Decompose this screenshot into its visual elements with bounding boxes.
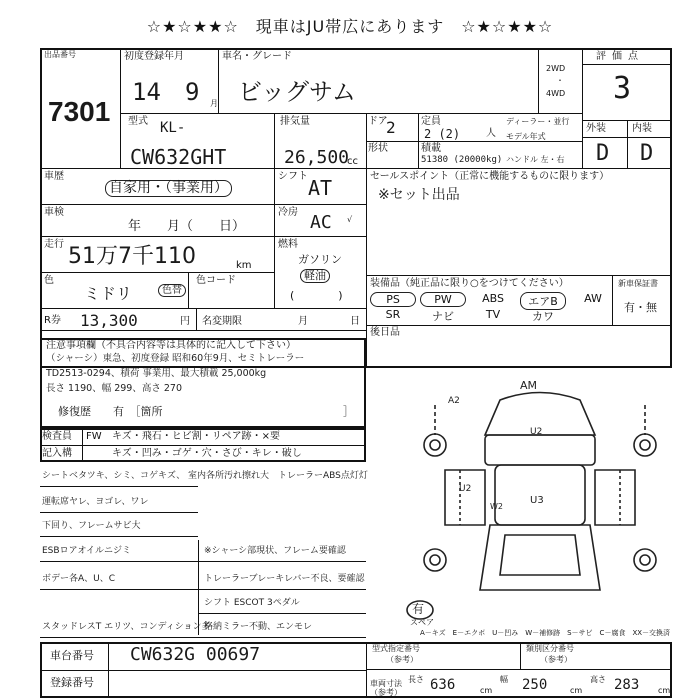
label-payload: 積載 xyxy=(421,143,441,154)
equipment-item: AW xyxy=(584,292,602,305)
label-inspector: 検査員 xyxy=(42,431,72,442)
label-chassis: 車台番号 xyxy=(50,649,94,662)
exterior-grade: D xyxy=(596,141,610,166)
damage-note: トレーラーブレーキレバー不良、要確認 xyxy=(204,574,365,584)
label-fuel: 燃料 xyxy=(278,239,298,250)
equipment-item: エアB xyxy=(520,292,566,310)
label-model-year: モデル年式 xyxy=(506,132,546,141)
damage-note: ESBロアオイルニジミ xyxy=(42,546,132,556)
label-form: 形状 xyxy=(368,143,388,154)
chassis-value: CW632G 00697 xyxy=(130,644,261,665)
damage-note: 運転席ヤレ、ヨゴレ、ワレ xyxy=(42,497,149,507)
lot-number: 7301 xyxy=(48,96,111,127)
label-name-change: 名変期限 xyxy=(202,316,242,327)
label-rtax: R券 xyxy=(44,315,61,326)
label-color: 色 xyxy=(44,275,54,286)
label-handle: ハンドル 左・右 xyxy=(506,155,565,164)
damage-note: ボデー各A、U、C xyxy=(42,574,116,584)
length-value: 636 xyxy=(430,677,456,693)
label-rear-seat: 後日品 xyxy=(370,327,400,338)
label-sales-point: セールスポイント（正常に機能するものに限ります） xyxy=(370,171,610,182)
label-spare: スペア xyxy=(410,618,434,627)
label-model: 型式 xyxy=(128,116,148,127)
equipment-item: ABS xyxy=(482,292,504,305)
label-inspection: 車検 xyxy=(44,207,64,218)
capacity-value: 2 (2) xyxy=(424,127,461,141)
mark-w2: W2 xyxy=(490,502,503,511)
mark-u2-front: U2 xyxy=(530,427,543,437)
shift-value: AT xyxy=(308,176,333,200)
equipment-item: PW xyxy=(420,292,466,307)
damage-note: シフト ESCOT 3ペダル xyxy=(204,598,300,608)
equipment-item: カワ xyxy=(532,310,554,323)
interior-grade: D xyxy=(640,141,654,166)
label-mileage: 走行 xyxy=(44,239,64,250)
first-reg-month: 9 xyxy=(185,78,200,106)
repaint-label: 色替 xyxy=(158,284,186,297)
height-value: 283 xyxy=(614,677,640,693)
usage-value: 自家用・（事業用） xyxy=(105,180,232,197)
mark-u2-left: U2 xyxy=(459,484,472,494)
label-recorder: 記入構 xyxy=(42,448,72,459)
payload-value: 51380 (20000kg) xyxy=(421,155,503,165)
damage-note: シートベタツキ、シミ、コゲキズ、 室内各所汚れ擦れ大 トレーラーABS点灯灯 xyxy=(42,471,368,481)
label-notes: 注意事項欄（不具合内容等は具体的に記入して下さい） xyxy=(46,340,296,351)
mark-u3: U3 xyxy=(530,495,544,506)
equipment-item: PS xyxy=(370,292,416,307)
label-reg-no: 登録番号 xyxy=(50,676,94,689)
ac-value: AC xyxy=(310,212,332,233)
diesel-value: 軽油 xyxy=(300,269,330,283)
label-capacity: 定員 xyxy=(421,116,441,127)
equipment-item: SR xyxy=(385,308,401,321)
damage-note: 格納ミラー不動、エンモレ xyxy=(204,622,313,632)
label-displacement: 排気量 xyxy=(280,116,310,127)
label-name-grade: 車名・グレード xyxy=(222,51,292,62)
notes-line-1: （シャーシ）東急、初度登録 昭和60年9月、セミトレーラー xyxy=(46,353,305,364)
damage-note: スタッドレスT エリツ、コンディション多 xyxy=(42,622,211,632)
label-equipment: 装備品（純正品に限り○をつけてください） xyxy=(370,278,569,289)
width-value: 250 xyxy=(522,677,548,693)
rtax-value: 13,300 xyxy=(80,311,138,330)
notes-line-3: 長さ 1190、幅 299、高さ 270 xyxy=(46,383,183,394)
label-first-reg: 初度登録年月 xyxy=(124,51,184,62)
mark-a2: A2 xyxy=(448,396,460,406)
equipment-item: ナビ xyxy=(432,310,454,323)
equipment-item: TV xyxy=(485,308,501,321)
legend: A－キズ E－エクボ U－凹み W－補修跡 S－サビ C－腐食 XX－交換済 xyxy=(420,629,671,637)
car-name: ビッグサム xyxy=(238,78,356,106)
sales-note: ※セット出品 xyxy=(378,187,460,203)
label-exterior: 外装 xyxy=(586,123,606,134)
mark-spare: 有 xyxy=(412,602,425,616)
notes-line-2: TD2513-0294、積荷 事業用、最大積載 25,000kg xyxy=(46,368,267,379)
color-value: ミドリ xyxy=(84,284,133,303)
score-value: 3 xyxy=(613,71,632,106)
displacement-value: 26,500 xyxy=(284,147,350,168)
model-code: CW632GHT xyxy=(130,145,227,169)
label-lot: 出品番号 xyxy=(44,50,76,59)
label-ac: 冷房 xyxy=(278,207,298,218)
label-score: 評価点 xyxy=(596,51,644,62)
mileage-value: 51万7千110 xyxy=(68,244,196,269)
label-repair: 修復歴 有 ［箇所 xyxy=(58,405,163,418)
first-reg-year: 14 xyxy=(132,78,161,106)
doors-value: 2 xyxy=(386,118,396,137)
label-interior: 内装 xyxy=(632,123,652,134)
label-shift: シフト xyxy=(278,171,308,182)
damage-note: ※シャーシ部現状、フレーム要確認 xyxy=(204,546,346,556)
label-warranty: 新車保証書 xyxy=(618,279,658,288)
label-doors: ドア xyxy=(368,116,388,127)
label-dealer: ディーラー・並行 xyxy=(506,117,570,126)
label-color-code: 色コード xyxy=(196,275,236,286)
damage-note: 下回り、フレームサビ大 xyxy=(42,521,141,531)
label-history: 車歴 xyxy=(44,171,64,182)
header-banner: ☆★☆★★☆ 現車はJU帯広にあります ☆★☆★★☆ xyxy=(146,17,554,36)
model-prefix: KL- xyxy=(160,120,186,136)
mark-am: AM xyxy=(520,379,538,392)
